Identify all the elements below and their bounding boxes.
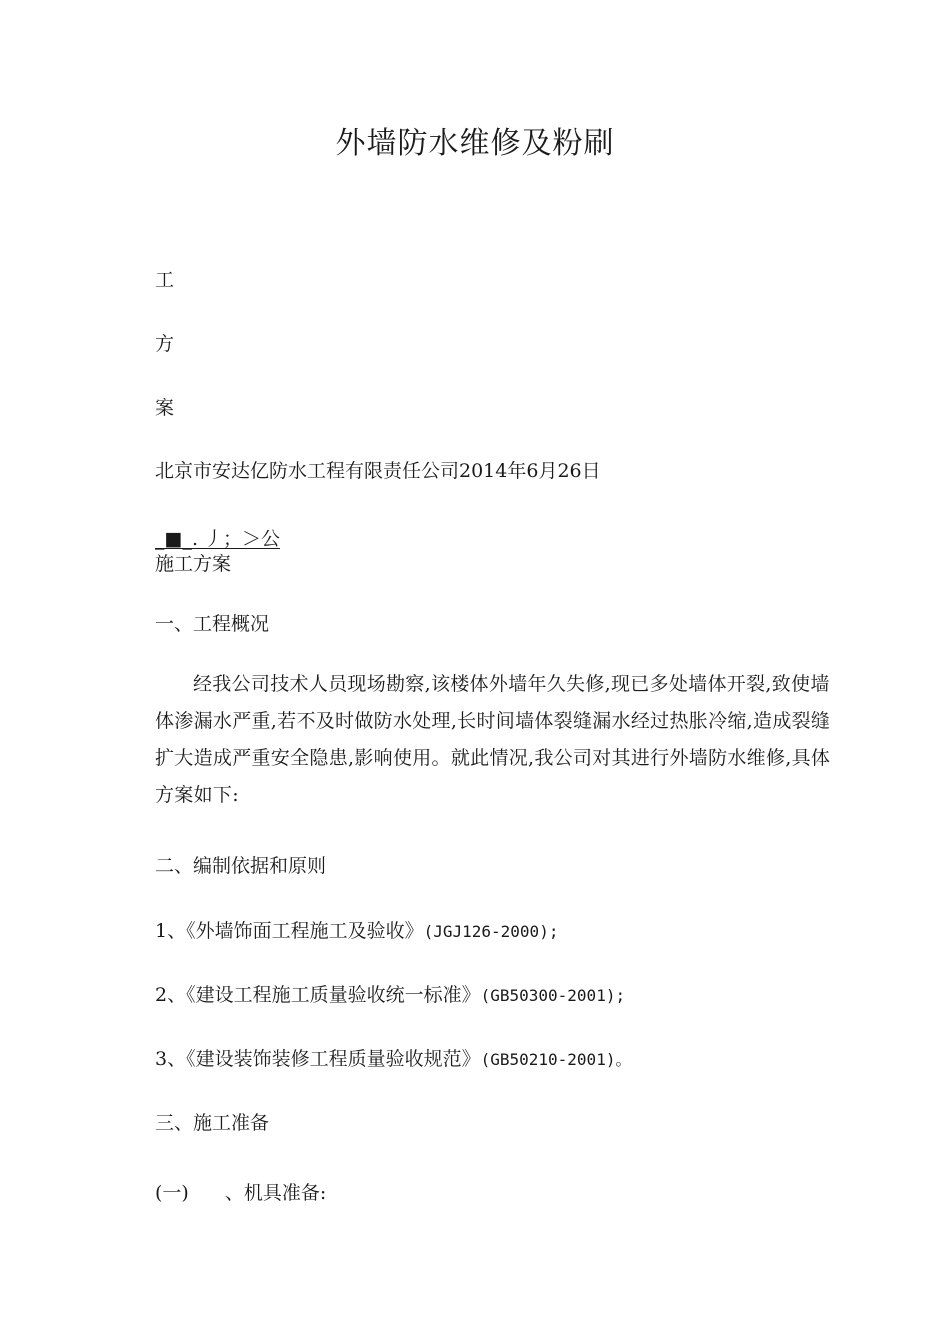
scan-artifact-text: _■_. 丿；＞公 <box>155 528 281 550</box>
reference-item <box>155 916 558 943</box>
reference-code: (JGJ126-2000); <box>423 922 559 941</box>
subsection-number: (一) <box>155 1182 189 1204</box>
document-title: 外墙防水维修及粉刷 <box>335 126 615 161</box>
reference-code: (GB50300-2001); <box>480 986 626 1005</box>
cover-char-an: 案 <box>155 397 175 419</box>
cover-char-gong: 工 <box>155 269 175 291</box>
overview-paragraph: 经我公司技术人员现场勘察,该楼体外墙年久失修,现已多处墙体开裂,致使墙体渗漏水严重,若不及时做防水处理,长时间墙体裂缝漏水经过热胀冷缩,造成裂缝扩大造成严重安全隐患,影响使用。就此情况,我公司对其进行外墙防水维修,具体方案如下: <box>155 673 831 806</box>
subsection-label: 、机具准备: <box>224 1182 327 1204</box>
company-date-text: 北京市安达亿防水工程有限责任公司2014年6月26日 <box>155 460 601 482</box>
section-heading-overview: 一、工程概况 <box>155 613 270 635</box>
reference-title: 3、《建设装饰装修工程质量验收规范》 <box>155 1048 481 1070</box>
reference-item <box>155 1044 631 1071</box>
reference-code: (GB50210-2001)。 <box>480 1050 632 1069</box>
reference-title: 2、《建设工程施工质量验收统一标准》 <box>155 984 481 1006</box>
subtitle: 施工方案 <box>155 553 232 575</box>
section-heading-preparation: 三、施工准备 <box>155 1112 270 1134</box>
reference-title: 1、《外墙饰面工程施工及验收》 <box>155 920 424 942</box>
subsection-equipment <box>155 1178 326 1205</box>
section-heading-basis: 二、编制依据和原则 <box>155 855 327 877</box>
company-date-line <box>155 456 601 483</box>
reference-item <box>155 980 625 1007</box>
cover-char-fang: 方 <box>155 333 175 355</box>
